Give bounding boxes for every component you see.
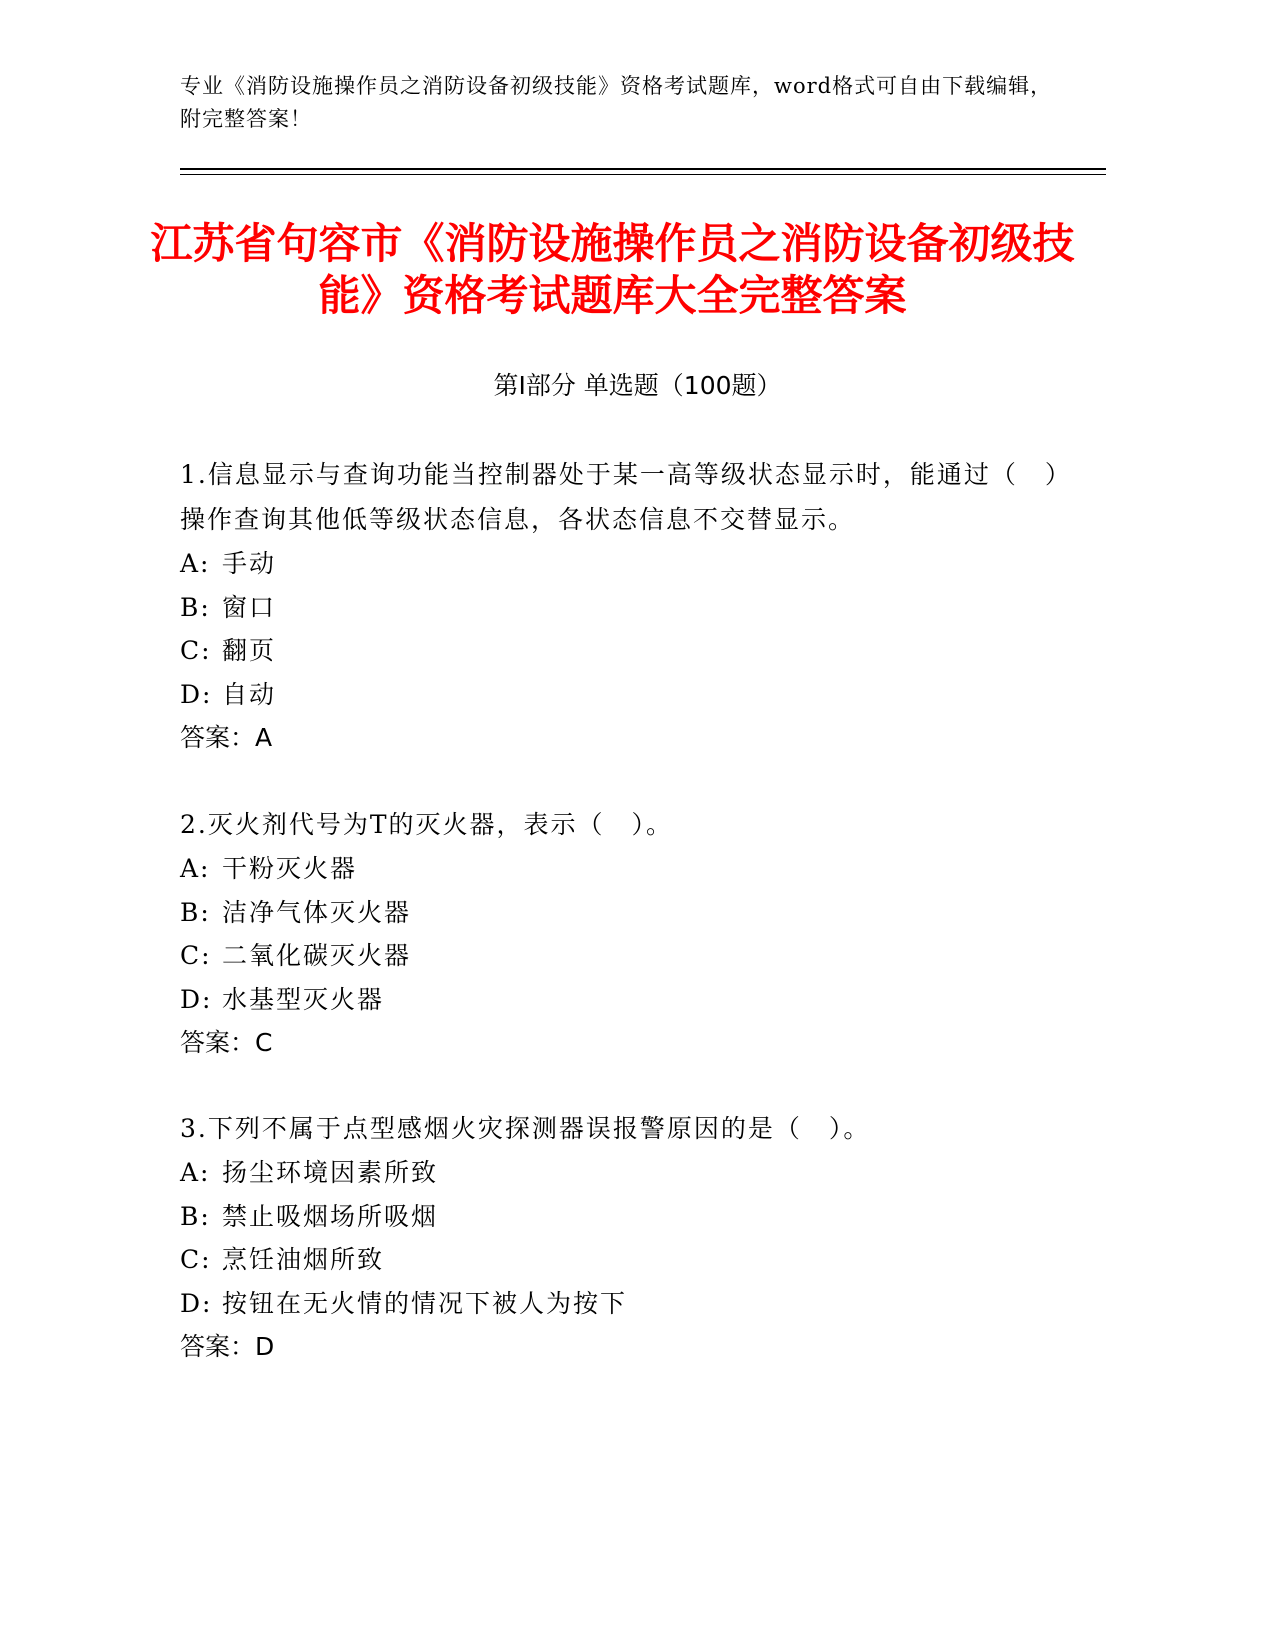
header-divider-thick — [180, 168, 1106, 170]
option-text: 手动 — [222, 549, 277, 578]
option-text: 禁止吸烟场所吸烟 — [222, 1201, 439, 1231]
option-letter: B: — [180, 897, 211, 927]
question-3 — [180, 1106, 1060, 1369]
option-text: 洁净气体灭火器 — [222, 897, 412, 927]
option-text: 窗口 — [222, 592, 277, 622]
option-text: 扬尘环境因素所致 — [222, 1158, 439, 1187]
option-text: 水基型灭火器 — [222, 984, 385, 1014]
question-1 — [180, 452, 1060, 760]
option-d — [180, 673, 1060, 717]
answer: 答案：A — [180, 723, 273, 752]
option-letter: B: — [180, 592, 211, 622]
option-c — [180, 629, 1060, 673]
answer: 答案：D — [180, 1332, 275, 1361]
option-b — [180, 586, 1060, 630]
question-stem: 2.灭火剂代号为T的灭火器，表示（ ）。 — [180, 810, 674, 839]
option-a — [180, 847, 1060, 891]
option-letter: A: — [180, 549, 211, 578]
option-c — [180, 1238, 1060, 1282]
option-text: 干粉灭火器 — [222, 854, 358, 883]
option-letter: D: — [180, 1288, 213, 1318]
option-text: 自动 — [222, 679, 277, 709]
option-a — [180, 1151, 1060, 1195]
question-stem: 1.信息显示与查询功能当控制器处于某一高等级状态显示时，能通过（ ）操作查询其他低等级状态信息，各状态信息不交替显示。 — [180, 460, 1060, 534]
option-text: 翻页 — [222, 636, 277, 665]
header-note: 专业《消防设施操作员之消防设备初级技能》资格考试题库，word格式可自由下载编辑，附完整答案！ — [180, 74, 1053, 131]
question-2 — [180, 802, 1060, 1065]
option-d — [180, 1282, 1060, 1326]
option-letter: D: — [180, 679, 213, 709]
option-text: 烹饪油烟所致 — [222, 1245, 385, 1274]
question-stem: 3.下列不属于点型感烟火灾探测器误报警原因的是（ ）。 — [180, 1114, 871, 1143]
option-letter: D: — [180, 984, 213, 1014]
option-letter: C: — [180, 941, 212, 970]
header-divider-thin — [180, 174, 1106, 175]
option-letter: A: — [180, 854, 211, 883]
option-text: 二氧化碳灭火器 — [222, 941, 412, 970]
option-letter: A: — [180, 1158, 211, 1187]
option-letter: B: — [180, 1201, 211, 1231]
option-letter: C: — [180, 636, 212, 665]
section-title: 第Ⅰ部分 单选题（100题） — [493, 371, 782, 400]
option-text: 按钮在无火情的情况下被人为按下 — [222, 1288, 628, 1318]
document-title: 江苏省句容市《消防设施操作员之消防设备初级技能》资格考试题库大全完整答案 — [150, 219, 1075, 320]
option-letter: C: — [180, 1245, 212, 1274]
option-c — [180, 934, 1060, 978]
option-a — [180, 542, 1060, 586]
option-b — [180, 891, 1060, 935]
answer: 答案：C — [180, 1028, 273, 1057]
option-b — [180, 1195, 1060, 1239]
option-d — [180, 978, 1060, 1022]
